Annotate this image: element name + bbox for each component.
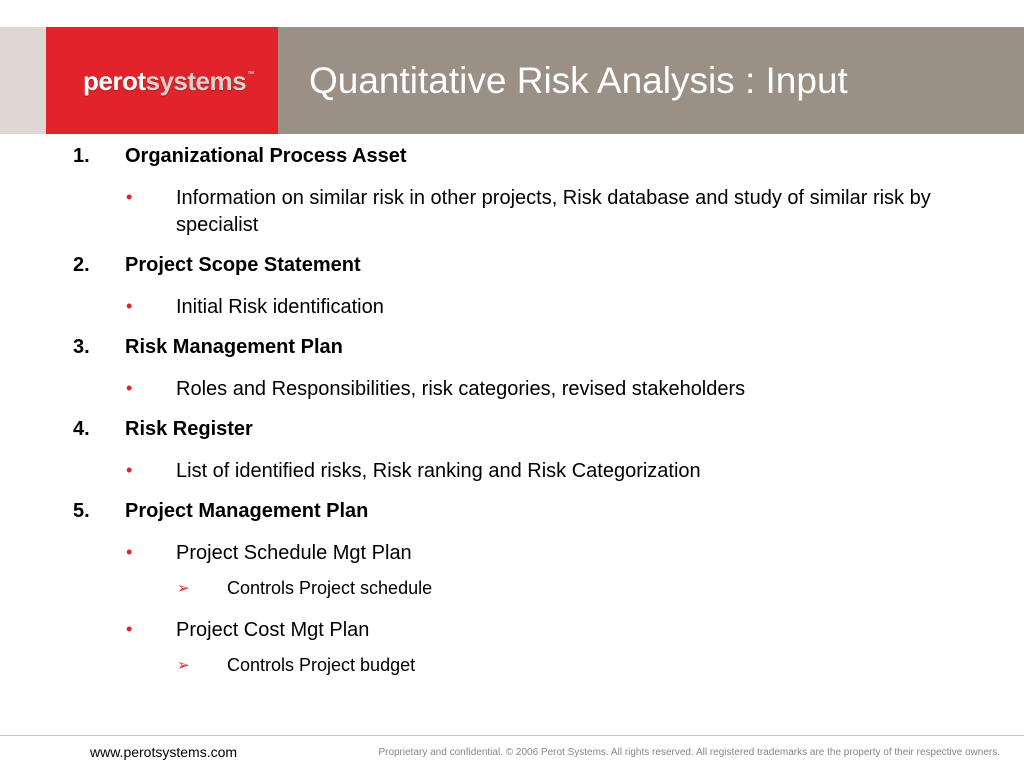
bullet-text: Project Cost Mgt Plan [176, 619, 370, 641]
bullet-text: List of identified risks, Risk ranking and Risk Categorization [176, 460, 701, 482]
sub-bullet-text: Controls Project budget [227, 655, 416, 675]
bullet-icon: • [126, 187, 133, 207]
bullet-text: Roles and Responsibilities, risk categories, revised stakeholders [176, 378, 746, 400]
footer-divider [0, 735, 1024, 736]
arrow-bullet-icon: ➢ [177, 580, 190, 597]
list-heading: Risk Register [125, 418, 253, 440]
perot-systems-logo [83, 66, 254, 97]
bullet-icon: • [126, 542, 133, 562]
list-heading: Organizational Process Asset [125, 145, 407, 167]
logo-text-perot: perot [83, 66, 146, 96]
bullet-text: Information on similar risk in other projects, Risk database and study of similar risk by specialist [176, 187, 931, 236]
list-number: 3. [73, 336, 90, 358]
logo-box [46, 27, 278, 134]
logo-text-systems: systems [145, 66, 247, 96]
list-heading: Project Scope Statement [125, 254, 361, 276]
slide-title: Quantitative Risk Analysis : Input [309, 60, 848, 101]
footer-url[interactable]: www.perotsystems.com [90, 744, 238, 760]
footer-legal-notice: Proprietary and confidential. © 2006 Perot Systems. All rights reserved. All registered trademarks are the property of their respective owners. [378, 747, 1000, 758]
list-heading: Risk Management Plan [125, 336, 343, 358]
header-left-strip [0, 27, 46, 134]
list-heading: Project Management Plan [125, 500, 369, 522]
bullet-text: Project Schedule Mgt Plan [176, 542, 412, 564]
arrow-bullet-icon: ➢ [177, 657, 190, 674]
bullet-icon: • [126, 378, 133, 398]
list-number: 5. [73, 500, 90, 522]
list-number: 4. [73, 418, 90, 440]
bullet-icon: • [126, 296, 133, 316]
bullet-icon: • [126, 619, 133, 639]
bullet-icon: • [126, 460, 133, 480]
logo-trademark: ™ [247, 71, 254, 78]
sub-bullet-text: Controls Project schedule [227, 578, 433, 598]
bullet-text: Initial Risk identification [176, 296, 384, 318]
list-number: 2. [73, 254, 90, 276]
list-number: 1. [73, 145, 90, 167]
